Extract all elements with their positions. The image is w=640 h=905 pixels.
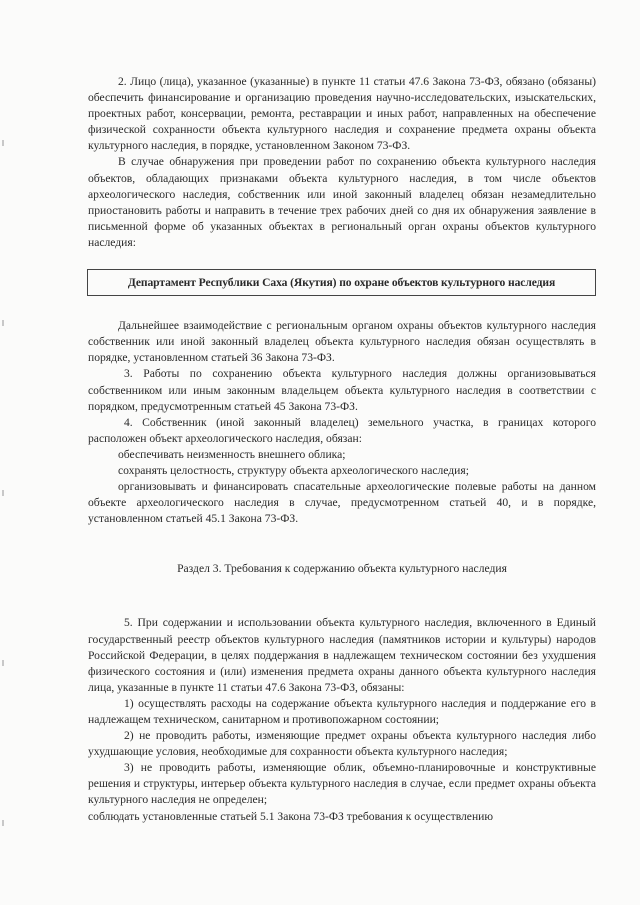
list-item-appearance: обеспечивать неизменность внешнего облика; <box>118 447 346 461</box>
paragraph-item-3: 3. Работы по сохранению объекта культурного наследия должны организовываться собственником или иным законным владельцем объекта культурного наследия в соответствии с порядком, предусмотренным статьей 45 Закона 73-ФЗ. <box>88 367 596 413</box>
paragraph-item-2: 2. Лицо (лица), указанное (указанные) в пункте 11 статьи 47.6 Закона 73-ФЗ, обязано (обязаны) обеспечить финансирование и организацию проведения научно-исследовательских, изыскательских, проектных работ, консервации, ремонта, реставрации и иных работ, направленных на обеспечение физической сохранности объекта культурного наследия и сохранение предмета охраны объекта культурного наследия, в порядке, установленном Законом 73-ФЗ. <box>88 75 596 153</box>
paragraph-further-interaction: Дальнейшее взаимодействие с региональным органом охраны объектов культурного наследия собственник или иной законный владелец объекта культурного наследия обязан осуществлять в порядке, установленном статьей 36 Закона 73-ФЗ. <box>88 319 596 365</box>
document-body <box>88 74 596 825</box>
paragraph-item-4: 4. Собственник (иной законный владелец) земельного участка, в границах которого расположен объект археологического наследия, обязан: <box>88 415 596 445</box>
list-item-integrity: сохранять целостность, структуру объекта археологического наследия; <box>118 463 469 477</box>
list-item-no-appearance-changes: 3) не проводить работы, изменяющие облик, объемно-планировочные и конструктивные решения и структуры, интерьер объекта культурного наследия в случае, если предмет охраны объекта культурного наследия не определен; <box>88 761 596 807</box>
paragraph-continuation: соблюдать установленные статьей 5.1 Закона 73-ФЗ требования к осуществлению <box>88 809 494 823</box>
scan-edge-marks <box>2 20 6 890</box>
section-3-heading: Раздел 3. Требования к содержанию объекта культурного наследия <box>177 562 507 576</box>
paragraph-item-5: 5. При содержании и использовании объекта культурного наследия, включенного в Единый государственный реестр объектов культурного наследия (памятников истории и культуры) народов Российской Федерации, в целях поддержания в надлежащем техническом состоянии без ухудшения физического состояния и (или) изменения предмета охраны данного объекта культурного наследия лица, указанные в пункте 11 статьи 47.6 Закона 73-ФЗ, обязаны: <box>88 616 596 694</box>
paragraph-discovery-duty: В случае обнаружения при проведении работ по сохранению объекта культурного наследия объектов, обладающих признаками объекта культурного наследия, в том числе объектов археологического наследия, собственник или иной законный владелец обязан незамедлительно приостановить работы и направить в течение трех рабочих дней со дня их обнаружения заявление в письменной форме об указанных объектах в региональный орган охраны объектов культурного наследия: <box>88 155 596 249</box>
list-item-rescue-works: организовывать и финансировать спасательные археологические полевые работы на данном объекте археологического наследия в случае, предусмотренном статьей 40, и в порядке, установленном статьей 45.1 Закона 73-ФЗ. <box>88 480 596 526</box>
list-item-no-protected-changes: 2) не проводить работы, изменяющие предмет охраны объекта культурного наследия либо ухудшающие условия, необходимые для сохранности объекта культурного наследия; <box>88 729 596 759</box>
list-item-expenses: 1) осуществлять расходы на содержание объекта культурного наследия и поддержание его в надлежащем техническом, санитарном и противопожарном состоянии; <box>88 696 596 726</box>
authority-name-box: Департамент Республики Саха (Якутия) по охране объектов культурного наследия <box>87 269 596 296</box>
